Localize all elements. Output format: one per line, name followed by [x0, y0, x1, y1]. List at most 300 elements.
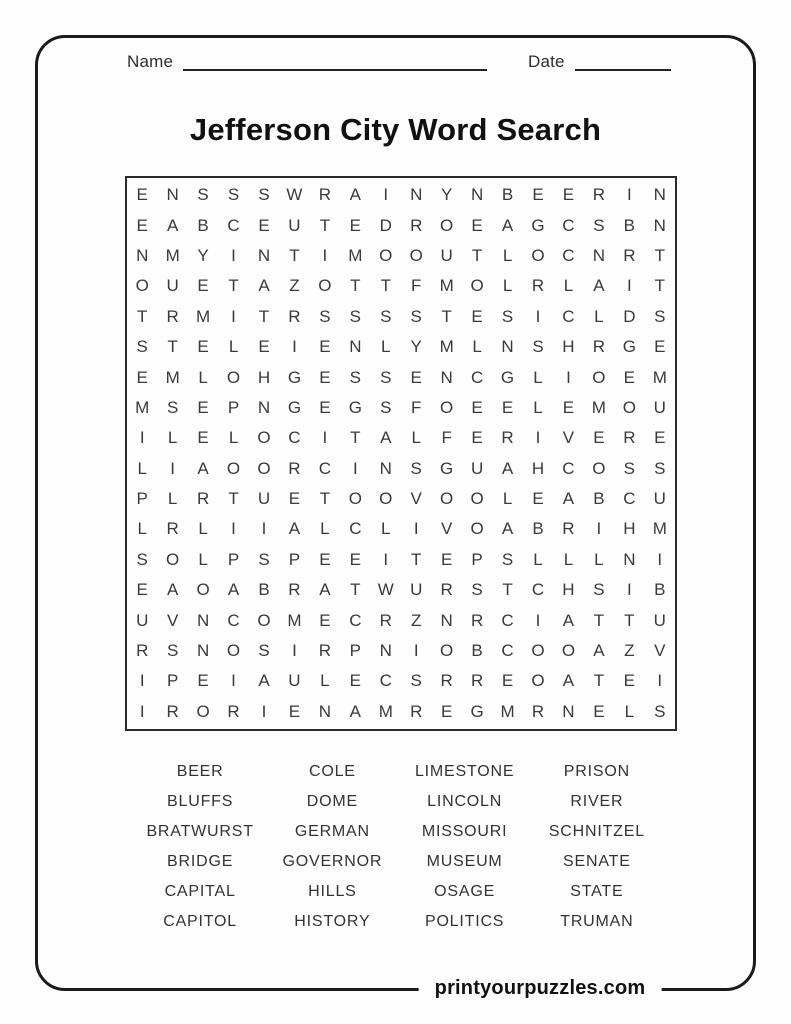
grid-letter: E	[349, 549, 361, 569]
grid-letter: R	[440, 580, 453, 600]
grid-letter: L	[472, 337, 482, 357]
grid-letter: T	[350, 580, 361, 600]
grid-letter: R	[592, 337, 606, 357]
grid-letter: H	[623, 519, 636, 539]
grid-letter: E	[562, 397, 575, 417]
grid-letter: R	[623, 428, 636, 448]
grid-letter: C	[501, 610, 514, 630]
grid-letter: L	[533, 397, 543, 417]
grid-letter: I	[657, 549, 663, 569]
grid-letter: M	[348, 245, 363, 265]
grid-letter: T	[593, 610, 605, 630]
grid-letter: L	[594, 549, 604, 569]
grid-letter: H	[257, 367, 271, 387]
grid-letter: S	[593, 580, 605, 600]
grid-letter: G	[348, 397, 362, 417]
grid-letter: E	[623, 671, 635, 691]
grid-letter: T	[167, 337, 178, 357]
grid-letter: L	[624, 701, 635, 721]
grid-letter: Y	[197, 245, 209, 265]
page-title: Jefferson City Word Search	[189, 112, 602, 147]
grid-letter: I	[322, 245, 328, 265]
grid-letter: E	[136, 185, 148, 205]
grid-letter: S	[380, 306, 392, 326]
grid-letter: T	[441, 306, 452, 326]
grid-letter: R	[410, 215, 423, 235]
grid-letter: S	[258, 185, 270, 205]
grid-letter: G	[531, 215, 545, 235]
grid-letter: A	[166, 580, 179, 600]
grid-letter: E	[349, 215, 361, 235]
grid-letter: S	[410, 458, 422, 478]
grid-letter: G	[287, 397, 302, 417]
grid-letter: M	[378, 701, 393, 721]
grid-letter: C	[562, 306, 575, 326]
grid-letter: E	[319, 549, 331, 569]
grid-letter: A	[501, 519, 514, 539]
word-item: CAPITOL	[163, 913, 238, 930]
grid-letter: C	[349, 519, 362, 539]
grid-letter: S	[654, 701, 666, 721]
grid-letter: T	[258, 306, 270, 326]
grid-letter: A	[349, 185, 361, 205]
grid-letter: P	[471, 549, 483, 569]
grid-letter: I	[170, 458, 176, 478]
grid-letter: L	[563, 276, 574, 296]
grid-letter: P	[227, 549, 240, 569]
grid-letter: I	[261, 519, 267, 539]
grid-letter: P	[288, 549, 301, 569]
grid-letter: C	[562, 458, 575, 478]
grid-letter: N	[470, 185, 484, 205]
grid-letter: I	[657, 671, 663, 691]
grid-letter: S	[471, 580, 483, 600]
grid-letter: O	[470, 489, 484, 509]
grid-letter: O	[531, 671, 545, 691]
grid-letter: H	[562, 580, 575, 600]
word-item: MISSOURI	[421, 823, 508, 840]
word-item: BRIDGE	[167, 853, 234, 870]
grid-letter: L	[594, 306, 604, 326]
grid-letter: S	[258, 641, 270, 661]
grid-letter: T	[319, 489, 331, 509]
grid-letter: T	[228, 276, 239, 296]
word-item: HILLS	[308, 883, 357, 900]
word-item: LIMESTONE	[414, 763, 515, 780]
grid-letter: S	[380, 367, 392, 387]
word-item: BEER	[176, 763, 224, 780]
word-column	[134, 757, 266, 937]
grid-letter: I	[535, 610, 541, 630]
grid-letter: M	[165, 245, 180, 265]
grid-letter: O	[592, 367, 606, 387]
grid-letter: S	[501, 306, 514, 326]
grid-letter: O	[135, 276, 149, 296]
grid-letter: O	[470, 519, 484, 539]
grid-letter: E	[319, 337, 331, 357]
word-item: CAPITAL	[164, 883, 236, 900]
grid-letter: R	[531, 701, 545, 721]
grid-letter: E	[501, 671, 514, 691]
grid-letter: M	[135, 397, 150, 417]
grid-letter: S	[623, 458, 635, 478]
word-item: TRUMAN	[560, 913, 634, 930]
grid-letter: S	[380, 397, 392, 417]
grid-letter: C	[379, 671, 392, 691]
grid-letter: C	[562, 215, 575, 235]
grid-letter: T	[380, 276, 391, 296]
grid-letter: U	[653, 397, 666, 417]
grid-letter: I	[231, 519, 236, 539]
grid-letter: A	[562, 610, 575, 630]
grid-letter: I	[566, 367, 571, 387]
grid-letter: L	[137, 458, 147, 478]
grid-letter: H	[562, 337, 575, 357]
grid-letter: N	[623, 549, 636, 569]
grid-letter: E	[197, 337, 209, 357]
grid-letter: I	[292, 337, 297, 357]
grid-letter: N	[379, 458, 392, 478]
grid-letter: I	[231, 306, 236, 326]
grid-letter: N	[440, 367, 453, 387]
grid-letter: C	[501, 641, 514, 661]
grid-letter: L	[502, 245, 513, 265]
grid-letter: L	[381, 519, 391, 539]
grid-letter: O	[226, 458, 241, 478]
grid-letter: M	[652, 519, 667, 539]
grid-letter: R	[470, 610, 484, 630]
grid-letter: N	[653, 185, 666, 205]
grid-letter: B	[471, 641, 483, 661]
word-item: MUSEUM	[426, 853, 503, 870]
word-item: GOVERNOR	[282, 853, 383, 870]
grid-letter: A	[562, 489, 575, 509]
grid-letter: I	[292, 641, 297, 661]
grid-letter: A	[562, 671, 575, 691]
grid-letter: A	[380, 428, 392, 448]
grid-letter: O	[409, 245, 423, 265]
grid-letter: O	[440, 397, 454, 417]
grid-letter: I	[535, 306, 541, 326]
grid-letter: I	[626, 185, 632, 205]
grid-letter: T	[350, 276, 361, 296]
grid-letter: I	[383, 185, 389, 205]
word-item: LINCOLN	[427, 793, 503, 810]
grid-letter: T	[471, 245, 483, 265]
grid-letter: L	[137, 519, 147, 539]
grid-letter: P	[166, 671, 179, 691]
grid-letter: S	[654, 458, 666, 478]
letter-grid	[125, 176, 677, 731]
grid-letter: G	[622, 337, 636, 357]
grid-letter: T	[350, 428, 361, 448]
grid-letter: R	[136, 641, 149, 661]
grid-letter: S	[166, 397, 179, 417]
name-blank-line	[183, 69, 487, 71]
grid-letter: O	[226, 641, 241, 661]
grid-letter: U	[653, 610, 666, 630]
word-item: OSAGE	[434, 883, 496, 900]
grid-letter: O	[166, 549, 180, 569]
grid-letter: W	[377, 580, 394, 600]
grid-letter: L	[198, 367, 208, 387]
grid-letter: E	[440, 549, 453, 569]
grid-letter: E	[440, 701, 453, 721]
grid-letter: G	[440, 458, 454, 478]
grid-letter: B	[593, 489, 605, 509]
grid-letter: E	[288, 489, 301, 509]
grid-letter: E	[654, 428, 666, 448]
grid-letter: R	[592, 185, 606, 205]
grid-letter: T	[411, 549, 422, 569]
grid-letter: O	[348, 489, 362, 509]
grid-letter: U	[257, 489, 271, 509]
grid-letter: I	[413, 641, 419, 661]
grid-letter: S	[501, 549, 514, 569]
grid-letter: R	[318, 185, 332, 205]
grid-letter: L	[198, 519, 208, 539]
grid-letter: E	[136, 580, 148, 600]
grid-letter: R	[410, 701, 423, 721]
grid-letter: T	[624, 610, 635, 630]
word-item: BLUFFS	[167, 793, 234, 810]
grid-letter: G	[470, 701, 484, 721]
grid-letter: R	[440, 671, 453, 691]
grid-letter: E	[136, 215, 148, 235]
grid-letter: U	[288, 215, 301, 235]
grid-letter: R	[166, 701, 179, 721]
grid-letter: W	[286, 185, 303, 205]
grid-letter: B	[501, 185, 514, 205]
word-column	[531, 757, 663, 937]
grid-letter: I	[413, 519, 419, 539]
grid-letter: S	[349, 367, 361, 387]
grid-letter: O	[196, 701, 210, 721]
grid-letter: R	[196, 489, 210, 509]
word-column	[399, 757, 531, 937]
grid-letter: A	[288, 519, 301, 539]
grid-letter: F	[441, 428, 452, 448]
word-item: DOME	[306, 793, 358, 810]
grid-letter: A	[319, 580, 331, 600]
grid-letter: E	[471, 306, 483, 326]
grid-letter: N	[166, 185, 179, 205]
grid-letter: C	[227, 215, 240, 235]
grid-letter: M	[652, 367, 667, 387]
grid-letter: E	[319, 397, 331, 417]
grid-letter: R	[531, 276, 545, 296]
grid-letter: T	[228, 489, 239, 509]
grid-letter: V	[440, 519, 453, 539]
grid-letter: L	[320, 671, 330, 691]
grid-letter: R	[318, 641, 332, 661]
grid-letter: I	[322, 428, 328, 448]
grid-letter: A	[593, 276, 605, 296]
grid-letter: N	[136, 245, 149, 265]
grid-letter: S	[227, 185, 240, 205]
name-label: Name	[127, 52, 174, 71]
grid-letter: U	[653, 489, 666, 509]
grid-letter: T	[654, 245, 665, 265]
grid-letter: E	[654, 337, 666, 357]
grid-letter: T	[289, 245, 300, 265]
word-item: SENATE	[563, 853, 631, 870]
word-item: STATE	[570, 883, 624, 900]
grid-letter: E	[471, 397, 483, 417]
grid-letter: R	[166, 306, 179, 326]
grid-letter: L	[228, 428, 239, 448]
grid-letter: C	[318, 458, 332, 478]
grid-letter: B	[258, 580, 270, 600]
grid-letter: O	[257, 428, 271, 448]
grid-letter: E	[288, 701, 301, 721]
grid-letter: M	[287, 610, 302, 630]
word-item: HISTORY	[294, 913, 371, 930]
grid-letter: U	[440, 245, 453, 265]
grid-letter: N	[501, 337, 514, 357]
grid-letter: I	[139, 428, 145, 448]
grid-letter: G	[500, 367, 515, 387]
grid-letter: A	[349, 701, 361, 721]
grid-letter: U	[166, 276, 179, 296]
grid-letter: O	[440, 641, 454, 661]
grid-letter: P	[136, 489, 148, 509]
grid-letter: N	[440, 610, 453, 630]
grid-letter: Z	[289, 276, 300, 296]
grid-letter: O	[531, 641, 545, 661]
grid-letter: L	[228, 337, 239, 357]
grid-letter: O	[257, 458, 271, 478]
grid-letter: I	[261, 701, 267, 721]
grid-letter: L	[167, 489, 178, 509]
grid-letter: O	[440, 215, 454, 235]
grid-letter: E	[258, 215, 270, 235]
grid-letter: E	[532, 489, 544, 509]
grid-letter: O	[379, 489, 393, 509]
grid-letter: U	[288, 671, 301, 691]
grid-letter: S	[532, 337, 544, 357]
word-item: RIVER	[570, 793, 624, 810]
grid-letter: M	[439, 276, 454, 296]
grid-letter: Z	[624, 641, 635, 661]
word-item: GERMAN	[294, 823, 370, 840]
grid-letter: S	[197, 185, 209, 205]
word-item: SCHNITZEL	[548, 823, 645, 840]
grid-letter: E	[319, 610, 331, 630]
grid-letter: A	[501, 458, 514, 478]
grid-letter: B	[654, 580, 666, 600]
grid-letter: O	[379, 245, 393, 265]
grid-letter: E	[593, 428, 605, 448]
grid-letter: A	[197, 458, 209, 478]
grid-letter: E	[471, 215, 483, 235]
grid-letter: N	[562, 701, 575, 721]
grid-letter: N	[257, 245, 271, 265]
grid-letter: N	[196, 610, 210, 630]
grid-letter: L	[198, 549, 208, 569]
grid-letter: O	[196, 580, 210, 600]
grid-letter: P	[227, 397, 240, 417]
grid-letter: N	[592, 245, 606, 265]
grid-letter: O	[622, 397, 636, 417]
grid-letter: S	[136, 337, 148, 357]
grid-letter: M	[500, 701, 515, 721]
word-item: POLITICS	[424, 913, 505, 930]
grid-letter: R	[379, 610, 392, 630]
grid-letter: B	[197, 215, 209, 235]
grid-letter: R	[288, 458, 301, 478]
grid-letter: S	[654, 306, 666, 326]
grid-letter: R	[288, 580, 301, 600]
grid-letter: A	[227, 580, 240, 600]
grid-letter: S	[136, 549, 148, 569]
grid-letter: L	[533, 549, 543, 569]
grid-letter: I	[352, 458, 358, 478]
word-item: BRATWURST	[146, 823, 254, 840]
grid-letter: S	[166, 641, 179, 661]
grid-letter: O	[440, 489, 454, 509]
grid-letter: T	[593, 671, 605, 691]
grid-letter: R	[288, 306, 301, 326]
grid-letter: S	[258, 549, 270, 569]
grid-letter: M	[165, 367, 180, 387]
grid-letter: E	[623, 367, 635, 387]
grid-letter: I	[626, 276, 632, 296]
grid-letter: A	[166, 215, 179, 235]
grid-letter: E	[197, 428, 209, 448]
grid-letter: N	[410, 185, 423, 205]
grid-letter: T	[137, 306, 148, 326]
grid-letter: O	[318, 276, 332, 296]
grid-letter: U	[136, 610, 149, 630]
grid-letter: T	[319, 215, 331, 235]
grid-letter: N	[196, 641, 210, 661]
grid-letter: A	[258, 276, 270, 296]
grid-letter: S	[410, 306, 422, 326]
word-column	[266, 757, 398, 937]
grid-letter: D	[623, 306, 636, 326]
grid-letter: L	[381, 337, 391, 357]
grid-letter: E	[197, 671, 209, 691]
grid-letter: S	[593, 215, 605, 235]
grid-letter: E	[532, 185, 544, 205]
grid-letter: U	[470, 458, 484, 478]
grid-letter: N	[653, 215, 666, 235]
grid-letter: I	[383, 549, 389, 569]
grid-letter: M	[196, 306, 211, 326]
grid-letter: N	[318, 701, 332, 721]
grid-letter: Z	[411, 610, 422, 630]
grid-letter: L	[563, 549, 574, 569]
grid-letter: I	[596, 519, 602, 539]
grid-letter: M	[591, 397, 606, 417]
grid-letter: O	[470, 276, 484, 296]
grid-letter: D	[379, 215, 392, 235]
grid-letter: R	[470, 671, 484, 691]
grid-letter: N	[379, 641, 392, 661]
grid-letter: L	[411, 428, 421, 448]
grid-letter: L	[533, 367, 543, 387]
grid-letter: E	[136, 367, 148, 387]
grid-letter: S	[349, 306, 361, 326]
grid-letter: O	[592, 458, 606, 478]
footer-site: printyourpuzzles.com	[419, 977, 662, 1000]
grid-letter: I	[139, 671, 145, 691]
grid-letter: V	[410, 489, 422, 509]
grid-letter: E	[471, 428, 483, 448]
grid-letter: B	[623, 215, 635, 235]
grid-letter: C	[227, 610, 240, 630]
